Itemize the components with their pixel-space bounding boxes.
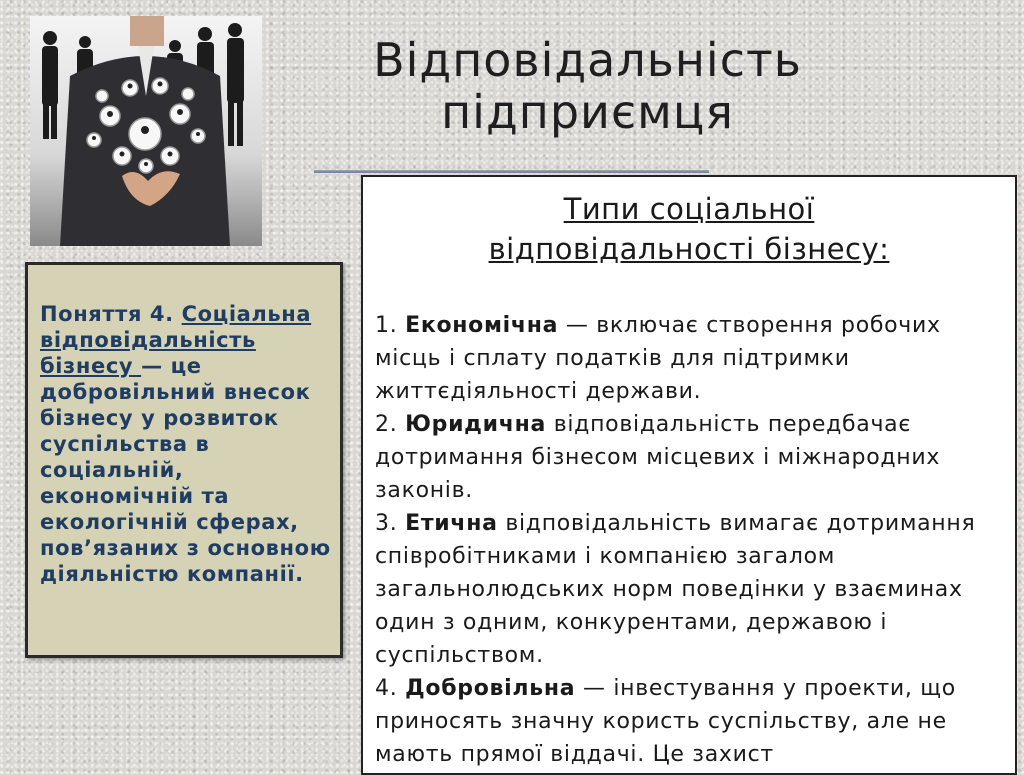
business-people-illustration — [30, 16, 262, 246]
slide-title-line-1: Відповідальність — [373, 33, 802, 87]
list-item — [375, 309, 1005, 408]
types-box — [361, 175, 1017, 775]
types-heading-line-1: Типи соціальної — [563, 192, 815, 226]
concept-prefix: Поняття 4. — [40, 302, 182, 326]
list-item-number: 2. — [375, 412, 406, 437]
list-item-number: 3. — [375, 511, 406, 536]
title-divider — [314, 170, 709, 173]
types-heading — [363, 189, 1015, 269]
list-item-name: Етична — [405, 511, 498, 536]
list-item — [375, 507, 1005, 672]
concept-term: Соціальна відповідальність бізнесу — [40, 302, 312, 378]
concept-definition-text: — це добровільний внесок бізнесу у розвиток суспільства в соціальній, економічній та екологічній сферах, пов’язаних з основною діяльністю компанії. — [40, 354, 331, 586]
slide-title-line-2: підприємця — [441, 85, 734, 139]
list-item-text: — включає створення робочих місць і сплату податків для підтримки життєдіяльності держави. — [375, 313, 941, 404]
types-list — [375, 309, 1005, 771]
list-item-text: відповідальність передбачає дотримання бізнесом місцевих і міжнародних законів. — [375, 412, 941, 503]
concept-definition — [40, 301, 340, 587]
list-item-name: Юридична — [405, 412, 547, 437]
list-item-name: Економічна — [405, 313, 559, 338]
business-people-photo — [30, 16, 262, 246]
list-item — [375, 672, 1005, 771]
list-item-name: Добровільна — [405, 676, 576, 701]
types-heading-line-2: відповідальності бізнесу: — [488, 232, 890, 266]
list-item — [375, 408, 1005, 507]
list-item-text: — інвестування у проекти, що приносять значну користь суспільству, але не мають прямої віддачі. Це захист — [375, 676, 956, 767]
slide-title — [300, 34, 875, 138]
list-item-number: 1. — [375, 313, 406, 338]
list-item-text: відповідальність вимагає дотримання співробітниками і компанією загалом загальнолюдських норм поведінки у взаєминах один з одним, конкурентами, державою і суспільством. — [375, 511, 976, 668]
list-item-number: 4. — [375, 676, 406, 701]
concept-box — [25, 262, 343, 658]
